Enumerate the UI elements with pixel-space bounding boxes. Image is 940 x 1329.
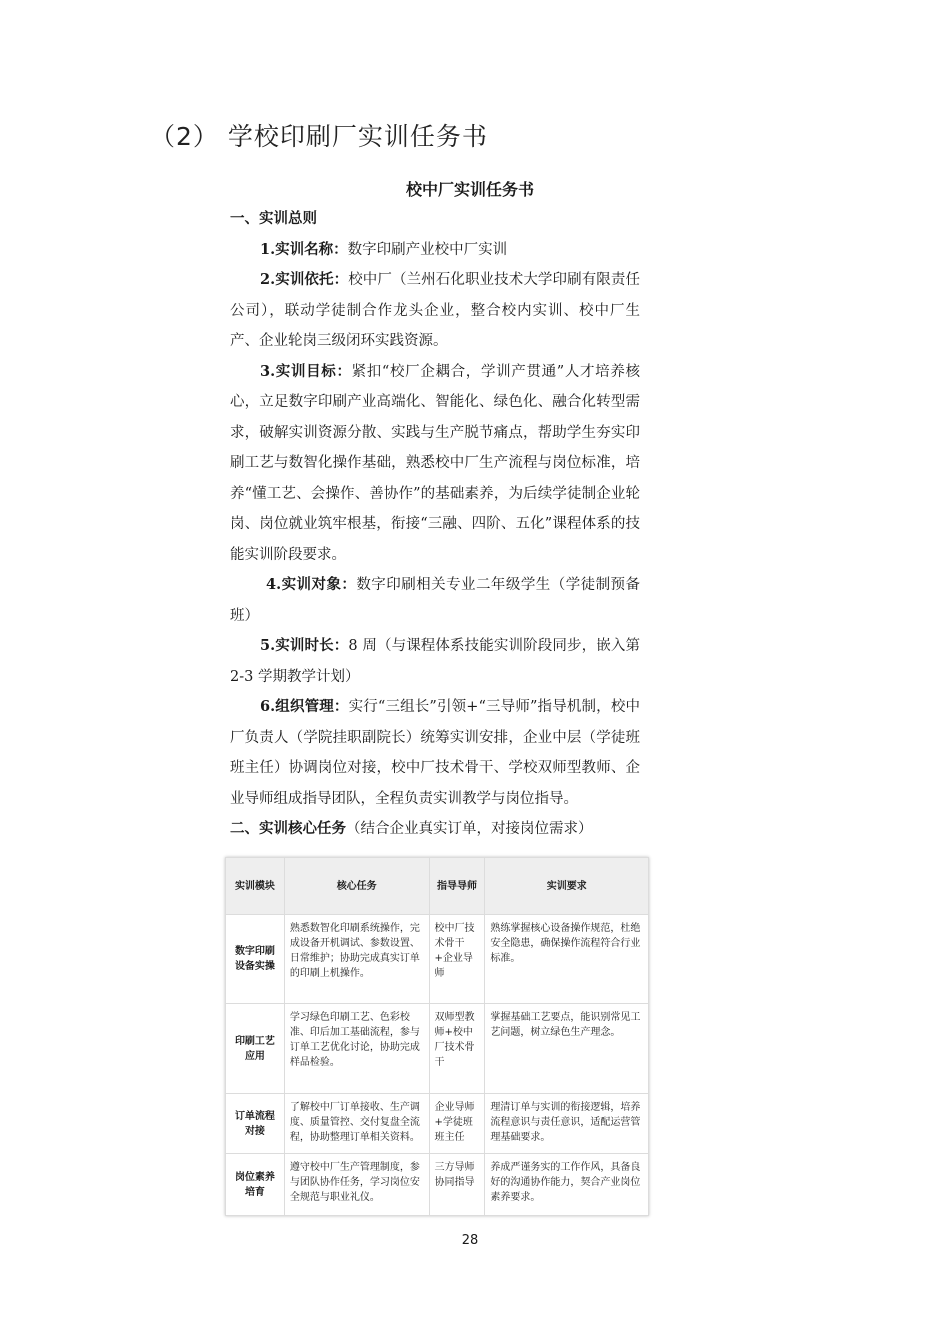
item-label: 4.实训对象：	[266, 576, 357, 593]
training-task-table	[225, 857, 649, 1216]
cell-task: 遵守校中厂生产管理制度，参与团队协作任务，学习岗位安全规范与职业礼仪。	[284, 1154, 429, 1216]
column-header-mentor: 指导导师	[429, 858, 485, 915]
item-text: 数字印刷产业校中厂实训	[347, 241, 508, 258]
item-training-target	[230, 570, 640, 631]
item-training-duration	[230, 631, 640, 692]
cell-requirement: 养成严谨务实的工作作风，具备良好的沟通协作能力，契合产业岗位素养要求。	[485, 1154, 649, 1216]
cell-requirement: 掌握基础工艺要点，能识别常见工艺问题，树立绿色生产理念。	[485, 1004, 649, 1094]
cell-mentor: 校中厂技术骨干+企业导师	[429, 915, 485, 1004]
table-row	[226, 1094, 649, 1154]
column-header-requirement: 实训要求	[485, 858, 649, 915]
item-label: 3.实训目标：	[260, 362, 352, 380]
item-training-name	[230, 235, 640, 266]
item-text: 8 周（与课程体系技能实训阶段同步，嵌入第 2-3 学期教学计划）	[230, 638, 640, 685]
cell-module: 岗位素养培育	[226, 1154, 285, 1216]
item-label: 5.实训时长：	[260, 637, 349, 654]
item-organization	[230, 692, 640, 814]
part2-heading-rest: （结合企业真实订单，对接岗位需求）	[346, 821, 593, 837]
part2-heading-bold: 二、实训核心任务	[230, 820, 346, 837]
item-label: 1.实训名称：	[260, 240, 348, 258]
cell-module: 数字印刷设备实操	[226, 915, 285, 1004]
cell-mentor: 双师型教师+校中厂技术骨干	[429, 1004, 485, 1094]
table-row	[226, 915, 649, 1004]
cell-task: 学习绿色印刷工艺、色彩校准、印后加工基础流程，参与订单工艺优化讨论，协助完成样品检验。	[284, 1004, 429, 1094]
item-text: 紧扣“校厂企耦合，学训产贯通”人才培养核心，立足数字印刷产业高端化、智能化、绿色化、融合化转型需求，破解实训资源分散、实践与生产脱节痛点，帮助学生夯实印刷工艺与数智化操作基础，熟悉校中厂生产流程与岗位标准，培养“懂工艺、会操作、善协作”的基础素养，为后续学徒制企业轮岗、岗位就业筑牢根基，衔接“三融、四阶、五化”课程体系的技能实训阶段要求。	[230, 363, 640, 563]
cell-task: 了解校中厂订单接收、生产调度、质量管控、交付复盘全流程，协助整理订单相关资料。	[284, 1094, 429, 1154]
document-title: 校中厂实训任务书	[405, 180, 534, 199]
cell-requirement: 熟练掌握核心设备操作规范，杜绝安全隐患，确保操作流程符合行业标准。	[485, 915, 649, 1004]
cell-task: 熟悉数智化印刷系统操作，完成设备开机调试、参数设置、日常维护；协助完成真实订单的印刷上机操作。	[284, 915, 429, 1004]
item-training-goal	[230, 357, 640, 571]
cell-module: 印刷工艺应用	[226, 1004, 285, 1094]
item-text: 实行“三组长”引领+“三导师”指导机制，校中厂负责人（学院挂职副院长）统筹实训安排，企业中层（学徒班班主任）协调岗位对接，校中厂技术骨干、学校双师型教师、企业导师组成指导团队，全程负责实训教学与岗位指导。	[230, 699, 640, 807]
page-number: 28	[461, 1233, 479, 1248]
table-row	[226, 1154, 649, 1216]
part2-heading	[230, 814, 640, 845]
item-label: 6.组织管理：	[260, 698, 349, 715]
section-heading: （2） 学校印刷厂实训任务书	[150, 122, 488, 151]
table-row	[226, 1004, 649, 1094]
item-text: 校中厂（兰州石化职业技术大学印刷有限责任公司），联动学徒制合作龙头企业，整合校内实训、校中厂生产、企业轮岗三级闭环实践资源。	[230, 272, 640, 349]
document-body	[230, 204, 640, 845]
column-header-module: 实训模块	[226, 858, 285, 915]
table-header-row	[226, 858, 649, 915]
column-header-task: 核心任务	[284, 858, 429, 915]
cell-module: 订单流程对接	[226, 1094, 285, 1154]
item-training-base	[230, 265, 640, 357]
cell-mentor: 企业导师+学徒班班主任	[429, 1094, 485, 1154]
cell-requirement: 理清订单与实训的衔接逻辑，培养流程意识与责任意识，适配运营管理基础要求。	[485, 1094, 649, 1154]
cell-mentor: 三方导师协同指导	[429, 1154, 485, 1216]
part1-heading: 一、实训总则	[230, 210, 317, 227]
item-text: 数字印刷相关专业二年级学生（学徒制预备班）	[230, 577, 641, 624]
item-label: 2.实训依托：	[260, 271, 349, 288]
